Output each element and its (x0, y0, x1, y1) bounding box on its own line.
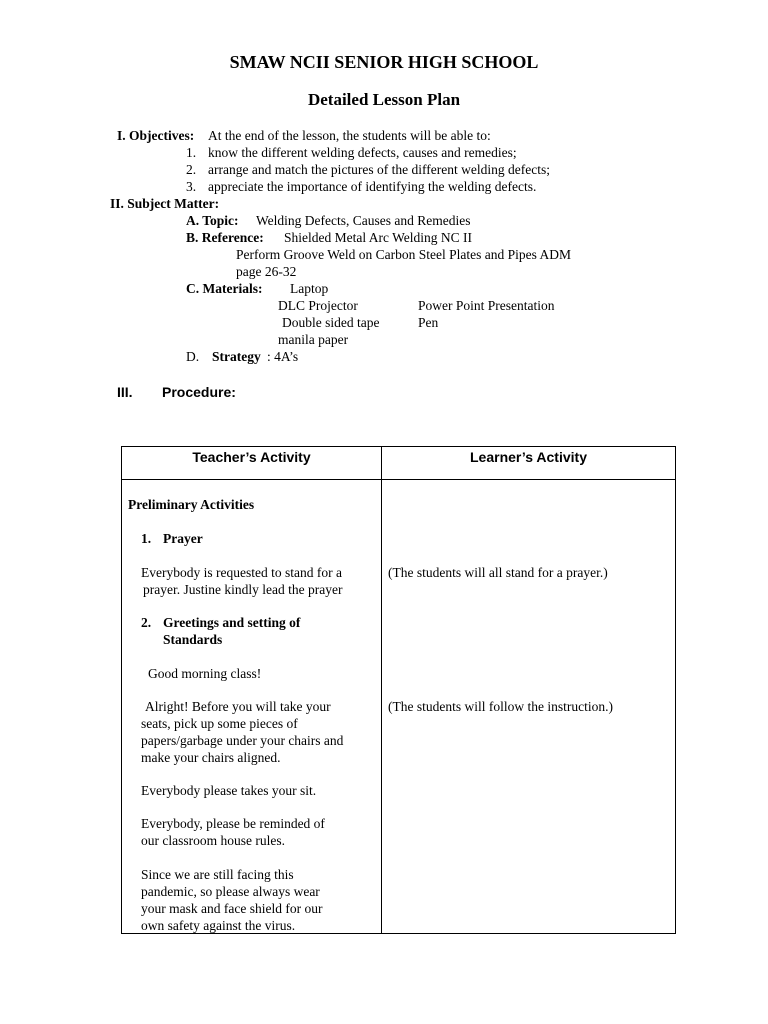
greetings-heading-1: Greetings and setting of (163, 615, 301, 630)
learner-activity-header: Learner’s Activity (382, 447, 676, 480)
greeting-text: Good morning class! (148, 666, 262, 681)
objectives-label: I. Objectives: (117, 128, 195, 143)
material-manila-paper: manila paper (278, 332, 349, 347)
prayer-text-2: prayer. Justine kindly lead the prayer (143, 582, 343, 597)
subject-matter-label: II. Subject Matter: (110, 196, 220, 211)
instruction-text-4: make your chairs aligned. (141, 750, 281, 765)
teacher-activity-cell (122, 480, 382, 934)
preliminary-activities-heading: Preliminary Activities (128, 497, 255, 512)
pandemic-text-4: own safety against the virus. (141, 918, 296, 933)
objective-num-2: 2. (186, 162, 197, 177)
rules-text-2: our classroom house rules. (141, 833, 285, 848)
procedure-num: III. (117, 384, 133, 400)
materials-label: C. Materials: (186, 281, 263, 296)
reference-line-2: Perform Groove Weld on Carbon Steel Plates and Pipes ADM (236, 247, 571, 262)
greetings-heading-2: Standards (163, 632, 223, 647)
reference-label: B. Reference: (186, 230, 264, 245)
rules-text-1: Everybody, please be reminded of (141, 816, 325, 831)
reference-value: Shielded Metal Arc Welding NC II (284, 230, 473, 245)
objective-num-3: 3. (186, 179, 197, 194)
learner-response-prayer: (The students will all stand for a prayer.) (388, 565, 608, 580)
objective-num-1: 1. (186, 145, 197, 160)
learner-response-instruction: (The students will follow the instruction.) (388, 699, 613, 714)
instruction-text-1: Alright! Before you will take your (145, 699, 331, 714)
objective-text-2: arrange and match the pictures of the different welding defects; (208, 162, 550, 177)
objectives-intro: At the end of the lesson, the students will be able to: (208, 128, 491, 143)
learner-activity-cell (382, 480, 676, 934)
school-title: SMAW NCII SENIOR HIGH SCHOOL (229, 52, 539, 72)
greetings-num: 2. (141, 615, 152, 630)
pandemic-text-3: your mask and face shield for our (141, 901, 323, 916)
procedure-label: Procedure: (162, 384, 236, 400)
objective-text-3: appreciate the importance of identifying the welding defects. (208, 179, 537, 194)
material-dlc-projector: DLC Projector (278, 298, 358, 313)
pandemic-text-1: Since we are still facing this (141, 867, 294, 882)
topic-value: Welding Defects, Causes and Remedies (256, 213, 471, 228)
strategy-label: Strategy (212, 349, 261, 364)
material-laptop: Laptop (290, 281, 329, 296)
strategy-value: : 4A’s (267, 349, 299, 364)
reference-line-3: page 26-32 (236, 264, 297, 279)
material-double-sided-tape: Double sided tape (282, 315, 380, 330)
prayer-heading: Prayer (163, 531, 203, 546)
page-title: Detailed Lesson Plan (307, 90, 461, 109)
instruction-text-2: seats, pick up some pieces of (141, 716, 298, 731)
material-pen: Pen (418, 315, 439, 330)
topic-label: A. Topic: (186, 213, 239, 228)
table-header-row (122, 447, 676, 480)
table-row (122, 480, 676, 934)
instruction-text-3: papers/garbage under your chairs and (141, 733, 344, 748)
prayer-text-1: Everybody is requested to stand for a (141, 565, 342, 580)
sit-text: Everybody please takes your sit. (141, 783, 317, 798)
teacher-activity-header: Teacher’s Activity (122, 447, 382, 480)
procedure-table (121, 446, 676, 934)
prayer-num: 1. (141, 531, 152, 546)
objective-text-1: know the different welding defects, causes and remedies; (208, 145, 517, 160)
pandemic-text-2: pandemic, so please always wear (141, 884, 320, 899)
material-power-point: Power Point Presentation (418, 298, 555, 313)
strategy-letter: D. (186, 349, 200, 364)
